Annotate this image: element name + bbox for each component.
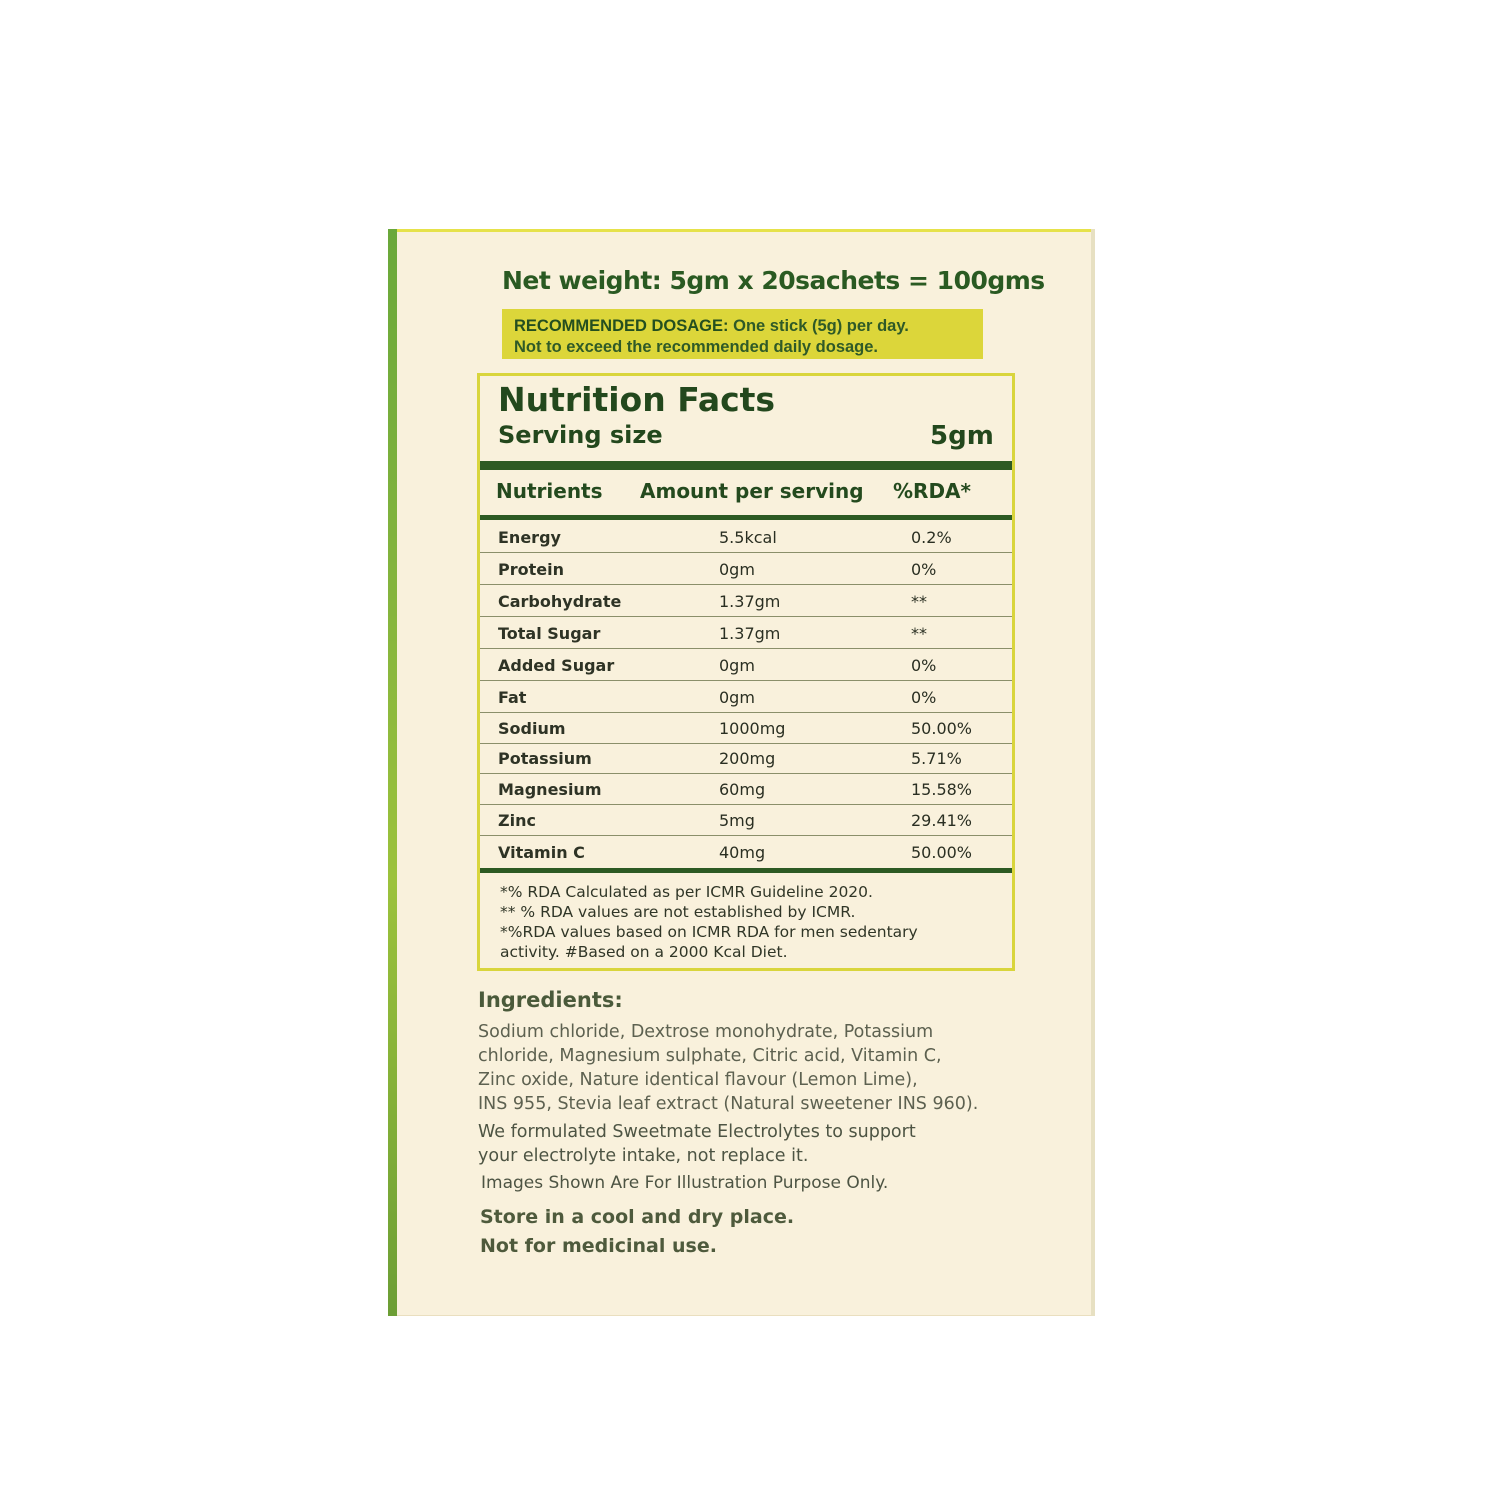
table-row [480, 586, 1012, 617]
nutrient-amount: 0gm [719, 688, 755, 707]
footnote: activity. #Based on a 2000 Kcal Diet. [500, 943, 788, 961]
header-amount: Amount per serving [640, 479, 864, 503]
nutrient-amount: 1.37gm [719, 624, 781, 643]
table-row [480, 743, 1012, 774]
dosage-line-1 [514, 316, 971, 337]
nutrient-amount: 5mg [719, 811, 755, 830]
nutrient-name: Carbohydrate [498, 592, 622, 611]
nutrient-amount: 0gm [719, 656, 755, 675]
table-row [480, 682, 1012, 713]
nutrient-rda: 50.00% [911, 843, 973, 862]
table-row [480, 837, 1012, 868]
nutrient-rda: 50.00% [911, 719, 973, 738]
table-row [480, 805, 1012, 836]
footnote: ** % RDA values are not established by ICMR. [500, 903, 856, 921]
nutrient-name: Vitamin C [498, 843, 585, 862]
box-right-edge [1091, 229, 1095, 1316]
nutrient-amount: 1000mg [719, 719, 786, 738]
header-rda: %RDA* [893, 479, 971, 503]
nutrient-name: Magnesium [498, 780, 602, 799]
nutrient-amount: 40mg [719, 843, 766, 862]
nutrient-rda: 5.71% [911, 749, 962, 768]
nutrient-rda: ** [911, 592, 927, 611]
support-line: your electrolyte intake, not replace it. [478, 1146, 809, 1166]
box-top-edge [388, 229, 1095, 232]
ingredients-line: INS 955, Stevia leaf extract (Natural sweetener INS 960). [478, 1094, 979, 1114]
net-weight: Net weight: 5gm x 20sachets = 100gms [502, 266, 1045, 295]
nutrient-amount: 0gm [719, 560, 755, 579]
nutrient-amount: 1.37gm [719, 592, 781, 611]
nutrient-name: Protein [498, 560, 564, 579]
nutrient-name: Total Sugar [498, 624, 601, 643]
storage-instructions [480, 1203, 794, 1261]
nutrient-name: Energy [498, 528, 561, 547]
nutrition-title: Nutrition Facts [498, 380, 776, 419]
nutrient-rda: 0.2% [911, 528, 952, 547]
header-nutrients: Nutrients [496, 479, 603, 503]
ingredients-list [478, 1020, 1038, 1116]
table-row [480, 713, 1012, 744]
nutrient-amount: 60mg [719, 780, 766, 799]
table-row [480, 774, 1012, 805]
divider-table-bottom [480, 868, 1012, 873]
table-row [480, 522, 1012, 553]
box-side-edge [388, 229, 397, 1316]
illustration-disclaimer: Images Shown Are For Illustration Purpose Only. [481, 1173, 889, 1193]
storage-line: Not for medicinal use. [480, 1235, 717, 1257]
nutrient-rda: 15.58% [911, 780, 973, 799]
dosage-value: One stick (5g) per day. [733, 317, 909, 335]
serving-size-value: 5gm [930, 421, 994, 451]
support-line: We formulated Sweetmate Electrolytes to support [478, 1122, 916, 1142]
nutrient-rda: 0% [911, 656, 937, 675]
nutrient-name: Sodium [498, 719, 566, 738]
footnote: *% RDA Calculated as per ICMR Guideline 2020. [500, 883, 873, 901]
ingredients-line: Sodium chloride, Dextrose monohydrate, Potassium [478, 1022, 934, 1042]
table-row [480, 554, 1012, 585]
dosage-label: RECOMMENDED DOSAGE: [514, 317, 729, 335]
ingredients-title: Ingredients: [478, 988, 623, 1012]
divider-thick [480, 461, 1012, 470]
storage-line: Store in a cool and dry place. [480, 1206, 795, 1228]
support-statement [478, 1120, 1038, 1168]
dosage-line-2: Not to exceed the recommended daily dosage. [514, 338, 879, 356]
table-row [480, 650, 1012, 681]
ingredients-line: Zinc oxide, Nature identical flavour (Lemon Lime), [478, 1070, 918, 1090]
ingredients-line: chloride, Magnesium sulphate, Citric acid, Vitamin C, [478, 1046, 942, 1066]
serving-size-label: Serving size [498, 421, 663, 449]
nutrient-rda: 0% [911, 688, 937, 707]
divider-header [480, 515, 1012, 520]
nutrient-rda: 0% [911, 560, 937, 579]
nutrient-name: Fat [498, 688, 527, 707]
nutrient-amount: 200mg [719, 749, 776, 768]
dosage-banner [502, 309, 983, 359]
nutrient-name: Potassium [498, 749, 592, 768]
nutrient-rda: ** [911, 624, 927, 643]
nutrient-rda: 29.41% [911, 811, 973, 830]
nutrient-amount: 5.5kcal [719, 528, 777, 547]
rda-footnotes [500, 882, 1000, 962]
footnote: *%RDA values based on ICMR RDA for men sedentary [500, 923, 918, 941]
table-row [480, 618, 1012, 649]
nutrient-name: Added Sugar [498, 656, 615, 675]
nutrient-name: Zinc [498, 811, 536, 830]
